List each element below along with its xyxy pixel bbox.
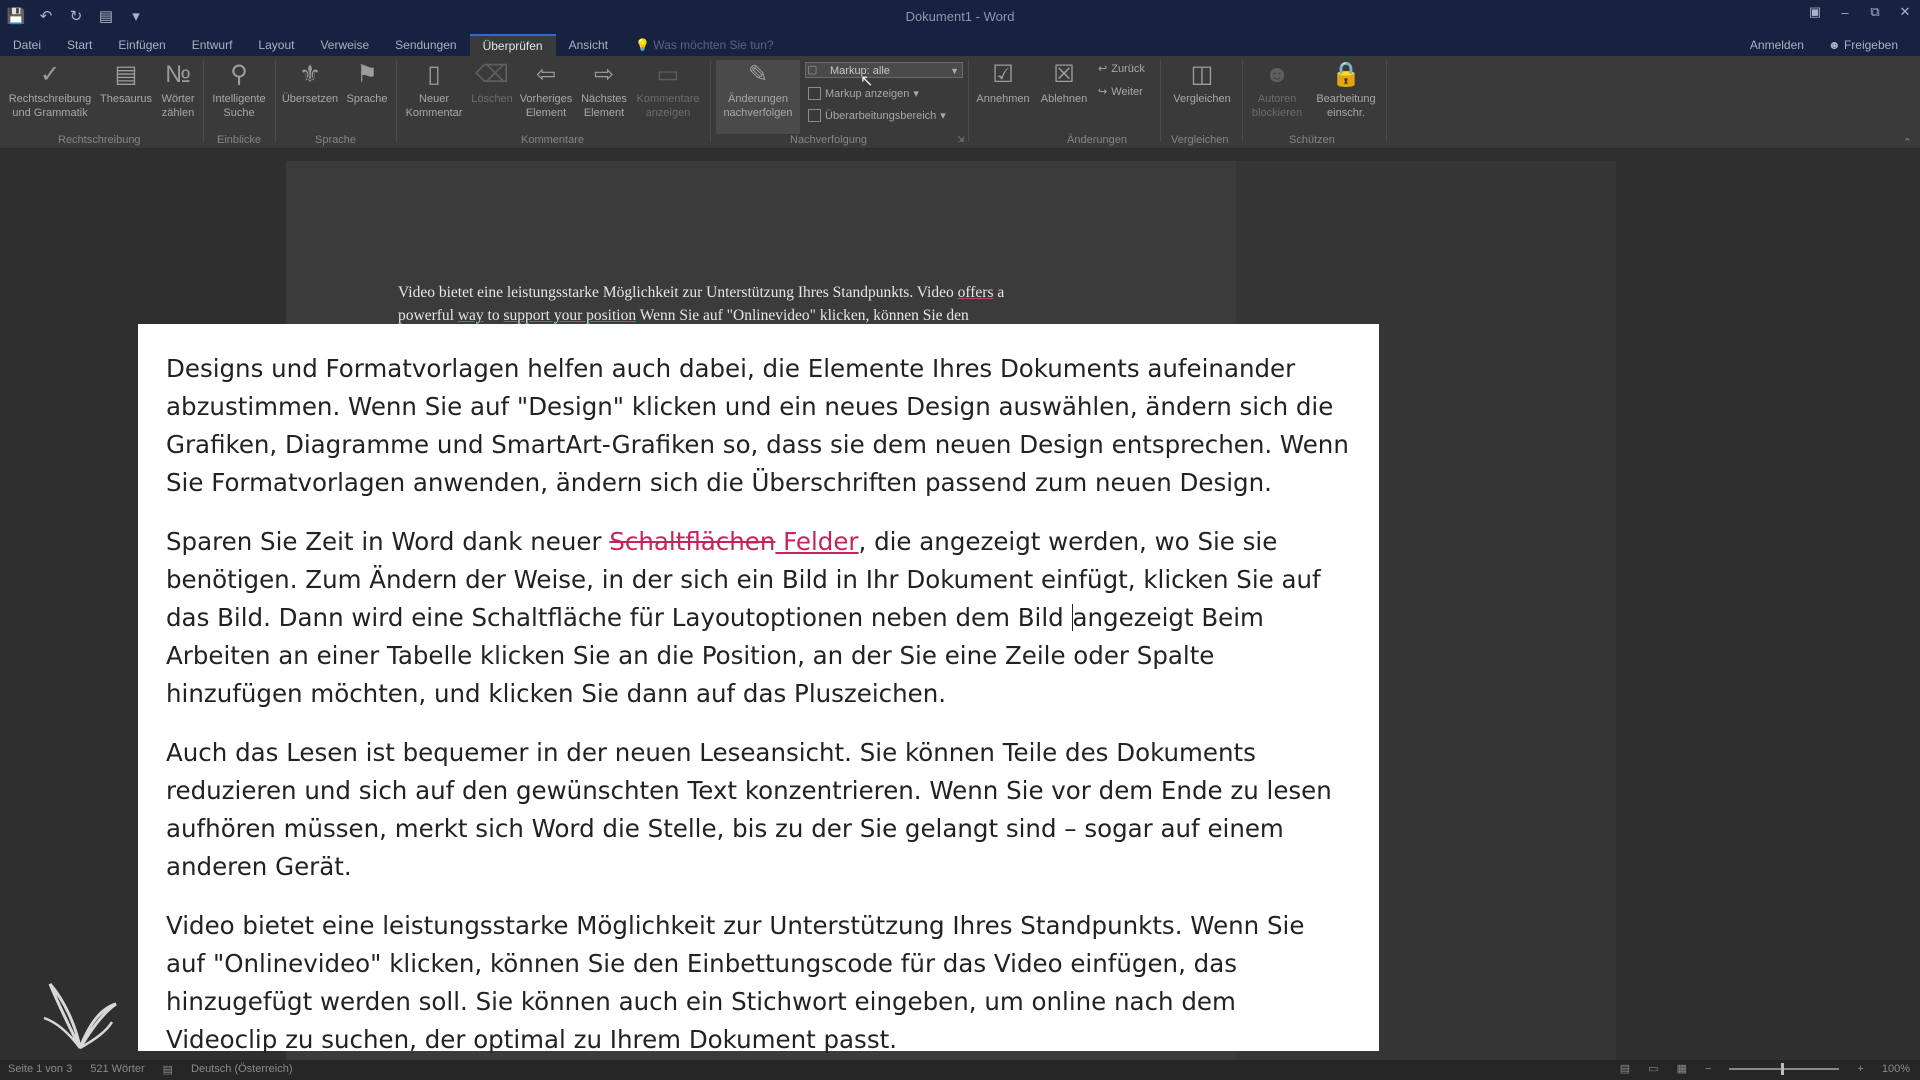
markup-dropdown[interactable]: Markup: alle ▼ bbox=[805, 62, 963, 78]
show-markup-button[interactable]: Markup anzeigen ▾ bbox=[808, 87, 919, 100]
previous-icon: ⇦ bbox=[535, 61, 557, 88]
tab-sendungen[interactable]: Sendungen bbox=[395, 38, 457, 52]
window-controls bbox=[1800, 0, 1920, 24]
group-separator bbox=[1160, 60, 1161, 142]
comment-icon: ▯ bbox=[427, 61, 441, 88]
ribbon-display-options-icon[interactable]: ▣ bbox=[1808, 4, 1822, 19]
show-comments-button[interactable]: ▭ Kommentare anzeigen bbox=[636, 61, 700, 119]
sign-in-link[interactable]: Anmelden bbox=[1749, 38, 1804, 52]
chevron-down-icon: ▾ bbox=[940, 110, 946, 122]
print-layout-icon[interactable]: ▭ bbox=[1648, 1063, 1659, 1075]
block-authors-button[interactable]: ☻ Autoren blockieren bbox=[1251, 61, 1303, 119]
inserted-text: Felder bbox=[775, 527, 859, 556]
markup-icon: ▢ bbox=[807, 64, 818, 76]
group-separator bbox=[968, 60, 969, 142]
person-icon: ☻ bbox=[1827, 38, 1841, 52]
spelling-button[interactable]: ✓ Rechtschreibung und Grammatik bbox=[8, 61, 92, 119]
butterfly-logo-icon bbox=[40, 978, 120, 1059]
chevron-down-icon: ▼ bbox=[950, 66, 959, 76]
track-changes-button[interactable]: ✎ Änderungen nachverfolgen bbox=[716, 60, 800, 134]
zoom-out-icon[interactable]: − bbox=[1704, 1062, 1712, 1075]
collapse-ribbon-icon[interactable]: ⌃ bbox=[1902, 137, 1912, 149]
tell-me-search[interactable]: 💡 Was möchten Sie tun? bbox=[634, 38, 774, 52]
group-label-changes: Änderungen bbox=[1067, 134, 1127, 146]
tab-verweise[interactable]: Verweise bbox=[320, 38, 370, 52]
tab-entwurf[interactable]: Entwurf bbox=[191, 38, 233, 52]
reviewing-pane-icon bbox=[808, 109, 821, 122]
tab-ansicht[interactable]: Ansicht bbox=[568, 38, 608, 52]
language-status[interactable]: Deutsch (Österreich) bbox=[191, 1063, 293, 1075]
customize-qa-icon[interactable]: ▾ bbox=[132, 8, 140, 25]
zoomed-text-callout bbox=[138, 324, 1379, 1054]
page-count[interactable]: Seite 1 von 3 bbox=[8, 1063, 73, 1075]
group-label-tracking: Nachverfolgung bbox=[790, 134, 868, 146]
ribbon-review bbox=[0, 56, 1920, 149]
paragraph-designs: Designs und Formatvorlagen helfen auch dabei, die Elemente Ihres Dokuments aufeinander abzustimmen. Wenn Sie auf "Design" klicken und ein neues Design auswählen, ändern sich die Grafiken, Diagramme und SmartArt-Grafiken so, dass sie dem neuen Design entsprechen. Wenn Sie Formatvorlagen anwenden, ändern sich die Überschriften passend zum neuen Design. bbox=[166, 354, 1349, 497]
deleted-text: Schaltflächen bbox=[609, 527, 776, 556]
group-separator bbox=[1386, 60, 1387, 142]
next-change-button[interactable]: ↪ Weiter bbox=[1098, 85, 1143, 98]
lightbulb-icon: 💡 bbox=[634, 38, 650, 52]
spellcheck-icon: ✓ bbox=[39, 61, 61, 88]
group-separator bbox=[396, 60, 397, 142]
restrict-editing-button[interactable]: 🔒 Bearbeitung einschr. bbox=[1316, 61, 1376, 119]
show-markup-icon bbox=[808, 87, 821, 100]
translate-icon: ⚜ bbox=[299, 61, 321, 88]
close-icon[interactable]: ✕ bbox=[1899, 4, 1911, 19]
show-comments-icon: ▭ bbox=[656, 61, 680, 88]
proofing-status-icon[interactable]: ▤ bbox=[162, 1064, 174, 1076]
restrict-editing-icon: 🔒 bbox=[1331, 61, 1361, 88]
group-label-protect: Schützen bbox=[1289, 134, 1335, 146]
language-button[interactable]: ⚑ Sprache bbox=[346, 61, 388, 105]
print-preview-icon[interactable]: ▤ bbox=[98, 8, 114, 25]
group-separator bbox=[1242, 60, 1243, 142]
next-change-icon: ↪ bbox=[1098, 86, 1108, 98]
zoom-slider-thumb[interactable] bbox=[1781, 1063, 1784, 1075]
translate-button[interactable]: ⚜ Übersetzen bbox=[281, 61, 339, 105]
delete-comment-icon: ⌫ bbox=[475, 61, 509, 88]
previous-change-button[interactable]: ↩ Zurück bbox=[1098, 62, 1145, 75]
status-bar bbox=[0, 1060, 1920, 1080]
read-mode-icon[interactable]: ▤ bbox=[1619, 1063, 1631, 1075]
word-count-icon: № bbox=[165, 61, 191, 88]
word-count-button[interactable]: № Wörter zählen bbox=[161, 61, 195, 119]
zoom-slider[interactable] bbox=[1729, 1068, 1839, 1070]
previous-comment-button[interactable]: ⇦ Vorheriges Element bbox=[519, 61, 573, 119]
smart-lookup-button[interactable]: ⚲ Intelligente Suche bbox=[212, 61, 266, 119]
reviewing-pane-button[interactable]: Überarbeitungsbereich ▾ bbox=[808, 109, 946, 122]
redo-icon[interactable]: ↻ bbox=[69, 8, 83, 25]
tab-einfuegen[interactable]: Einfügen bbox=[118, 38, 166, 52]
group-label-insights: Einblicke bbox=[217, 134, 262, 146]
tab-start[interactable]: Start bbox=[67, 38, 93, 52]
search-icon: ⚲ bbox=[230, 61, 248, 88]
mouse-cursor-icon: ↖ bbox=[860, 73, 874, 90]
word-count[interactable]: 521 Wörter bbox=[90, 1063, 145, 1075]
new-comment-button[interactable]: ▯ Neuer Kommentar bbox=[405, 61, 463, 119]
thesaurus-button[interactable]: ▤ Thesaurus bbox=[100, 61, 152, 105]
save-icon[interactable]: 💾 bbox=[6, 8, 26, 25]
group-label-proofing: Rechtschreibung bbox=[58, 134, 141, 146]
reject-button[interactable]: ☒ Ablehnen bbox=[1040, 61, 1088, 105]
block-authors-icon: ☻ bbox=[1264, 61, 1290, 88]
minimize-icon[interactable]: – bbox=[1841, 4, 1849, 20]
title-bar bbox=[0, 0, 1920, 34]
next-comment-button[interactable]: ⇨ Nächstes Element bbox=[581, 61, 627, 119]
chevron-down-icon: ▾ bbox=[913, 88, 919, 100]
share-button[interactable]: ☻ Freigeben bbox=[1827, 38, 1898, 52]
book-icon: ▤ bbox=[114, 61, 138, 88]
group-label-compare: Vergleichen bbox=[1171, 134, 1229, 146]
tab-ueberpruefen[interactable]: Überprüfen bbox=[470, 34, 556, 56]
page-text: Video bietet eine leistungsstarke Möglichkeit zur Unterstützung Ihres Standpunkts. Video offers a powerful way to support your position Wenn Sie auf "Onlinevideo" klicken, können Sie den bbox=[398, 284, 1005, 324]
ribbon-tab-row bbox=[0, 34, 1920, 56]
window-title: Dokument1 - Word bbox=[905, 9, 1015, 24]
reject-icon: ☒ bbox=[1053, 61, 1075, 88]
accept-icon: ☑ bbox=[992, 61, 1014, 88]
zoom-level[interactable]: 100% bbox=[1881, 1062, 1910, 1075]
track-changes-icon: ✎ bbox=[747, 61, 769, 88]
language-icon: ⚑ bbox=[356, 61, 378, 88]
web-layout-icon[interactable]: ▦ bbox=[1676, 1063, 1687, 1075]
paragraph-video: Video bietet eine leistungsstarke Möglichkeit zur Unterstützung Ihres Standpunkts. Wenn Sie auf "Onlinevideo" klicken, können Sie den Einbettungscode für das Video einfügen, das hinzugefügt werden soll. Sie können auch ein Stichwort eingeben, um online nach dem Videoclip zu suchen, der optimal zu Ihrem Dokument passt. bbox=[166, 911, 1305, 1054]
restore-icon[interactable]: ⧉ bbox=[1870, 4, 1880, 19]
next-icon: ⇨ bbox=[593, 61, 615, 88]
group-label-language: Sprache bbox=[315, 134, 356, 146]
tab-datei[interactable]: Datei bbox=[13, 38, 42, 52]
delete-comment-button[interactable]: ⌫ Löschen bbox=[471, 61, 513, 105]
group-separator bbox=[275, 60, 276, 142]
dialog-launcher-icon[interactable]: ⇲ bbox=[957, 134, 965, 144]
undo-icon[interactable]: ↶ bbox=[39, 8, 53, 25]
group-label-comments: Kommentare bbox=[521, 134, 584, 146]
paragraph-reading: Auch das Lesen ist bequemer in der neuen Leseansicht. Sie können Teile des Dokuments reduzieren und sich auf den gewünschten Text konzentrieren. Wenn Sie vor dem Ende zu lesen aufhören müssen, merkt sich Word die Stelle, bis zu der Sie gelangt sind – sogar auf einem anderen Gerät. bbox=[166, 738, 1332, 881]
zoom-in-icon[interactable]: + bbox=[1857, 1062, 1864, 1075]
compare-icon: ◫ bbox=[1190, 61, 1214, 88]
group-separator bbox=[710, 60, 711, 142]
compare-button[interactable]: ◫ Vergleichen bbox=[1173, 61, 1231, 105]
group-separator bbox=[203, 60, 204, 142]
paragraph-buttons: Sparen Sie Zeit in Word dank neuer Schaltflächen Felder, die angezeigt werden, wo Sie sie benötigen. Zum Ändern der Weise, in der sich ein Bild in Ihr Dokument einfügt, klicken Sie auf das Bild. Dann wird eine Schaltfläche für Layoutoptionen neben dem Bild angezeigt Beim Arbeiten an einer Tabelle klicken Sie an die Position, an der Sie eine Zeile oder Spalte hinzufügen möchten, und klicken Sie dann auf das Pluszeichen. bbox=[166, 527, 1321, 708]
previous-change-icon: ↩ bbox=[1098, 63, 1108, 75]
tab-layout[interactable]: Layout bbox=[258, 38, 295, 52]
accept-button[interactable]: ☑ Annehmen bbox=[976, 61, 1030, 105]
